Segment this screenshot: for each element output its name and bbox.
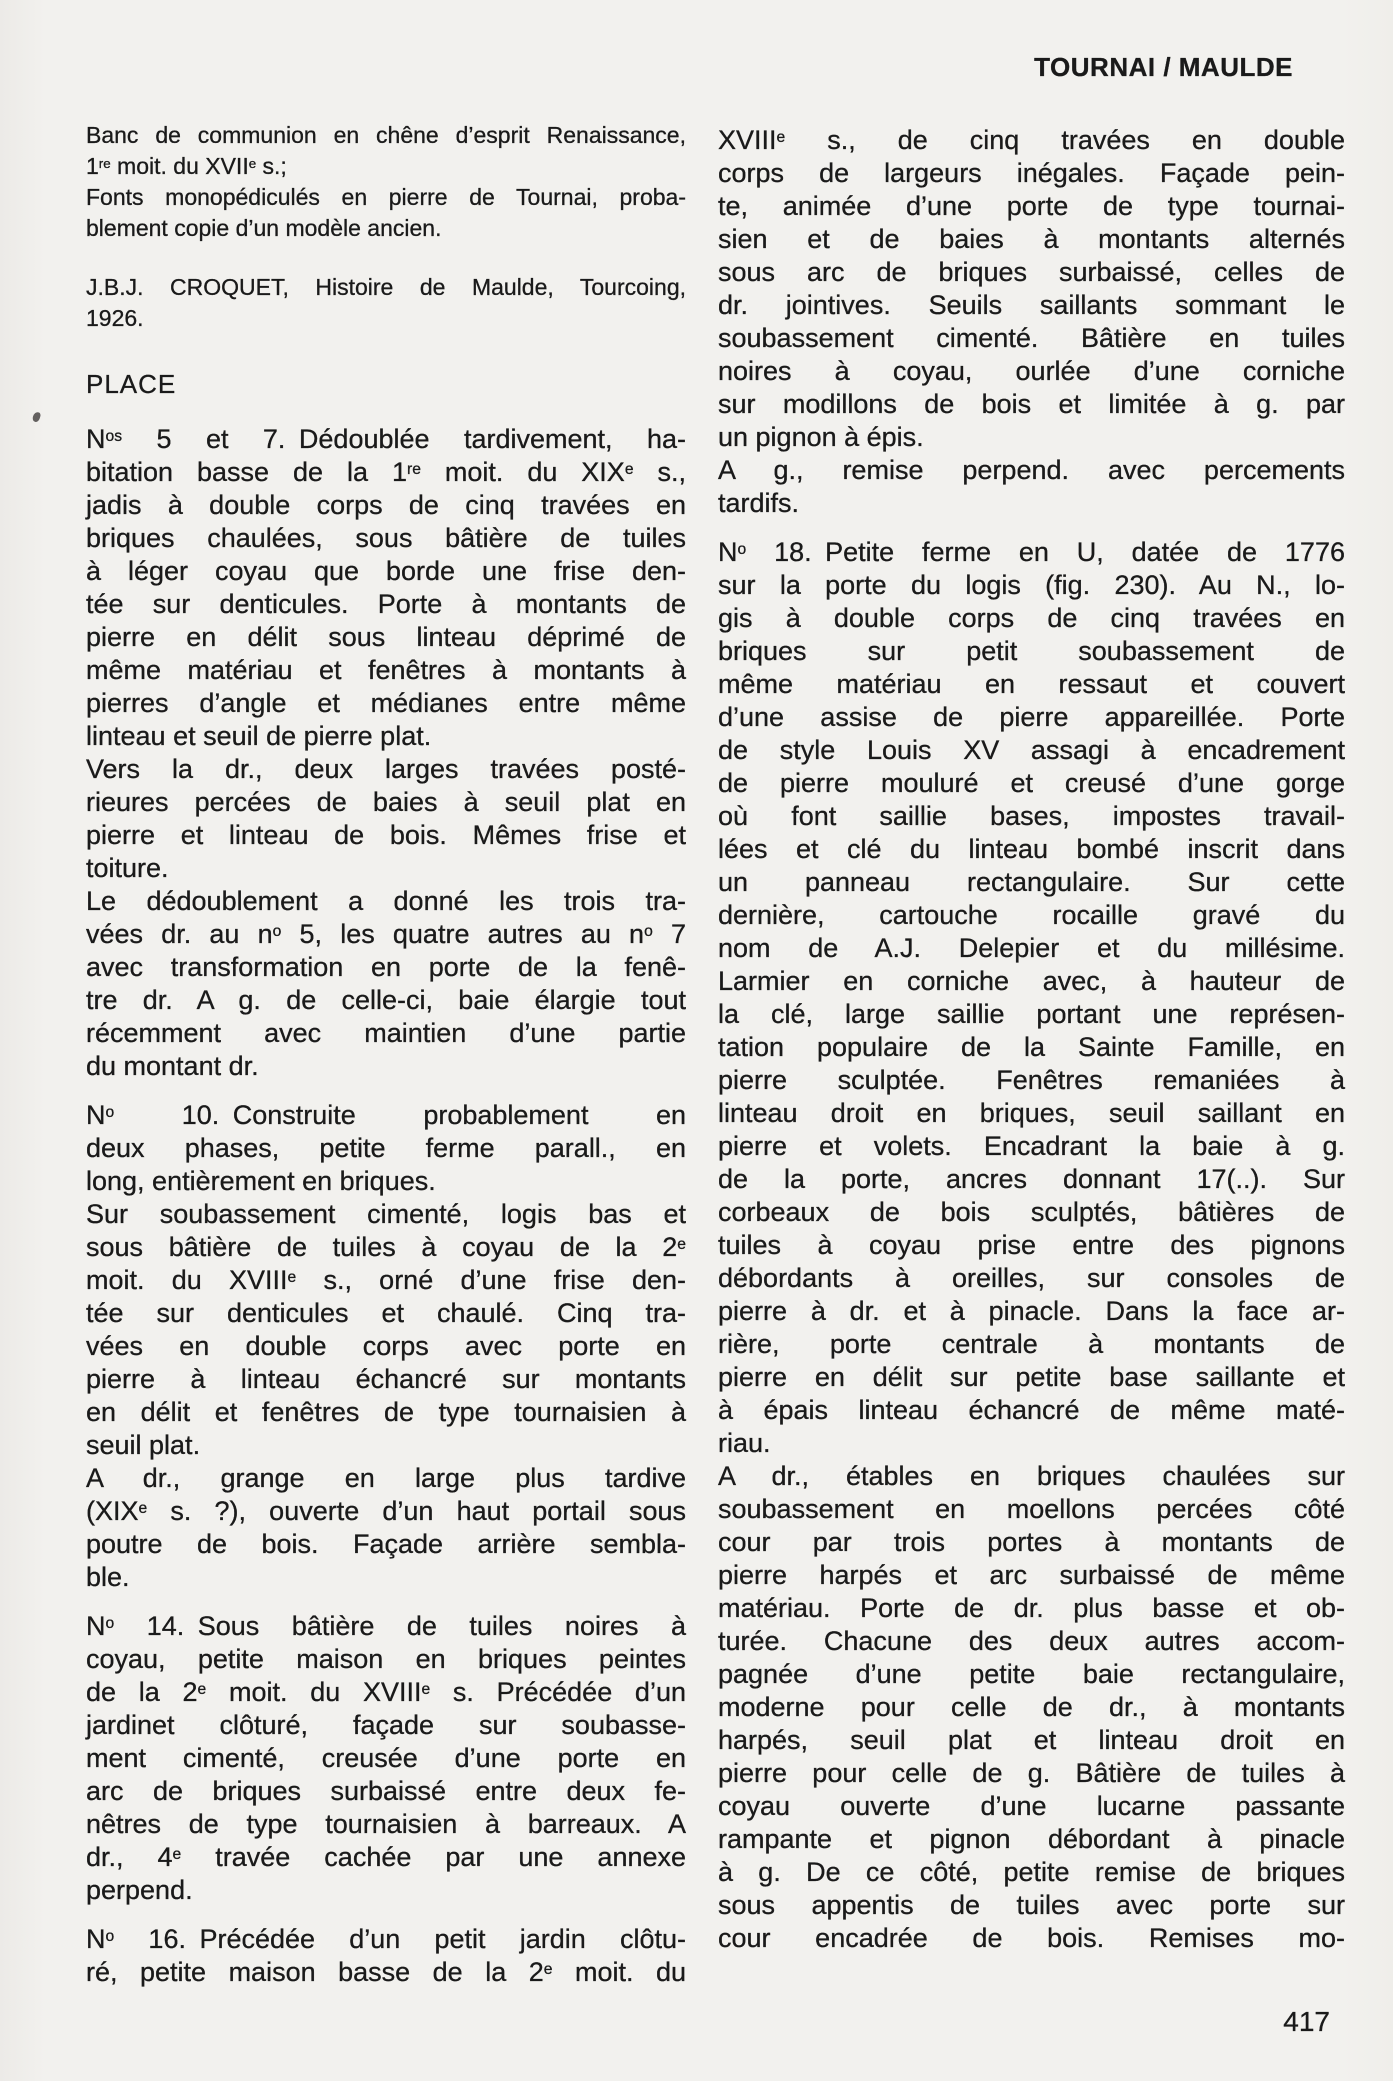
running-header: TOURNAI / MAULDE <box>1034 52 1293 82</box>
text-line: turée. Chacune des deux autres accom- <box>718 1626 1345 1656</box>
text-line: corps de largeurs inégales. Façade pein- <box>718 158 1345 188</box>
page-number: 417 <box>1283 2006 1330 2037</box>
text-line: A dr., grange en large plus tardive <box>86 1463 686 1493</box>
text-line: vées dr. au $n^o$ 5, les quatre autres au $n^o$ 7 <box>86 919 686 949</box>
section-heading <box>86 368 686 401</box>
text-line: XVIIIe s., de cinq travées en double <box>718 125 1345 155</box>
text-line: tée sur denticules et chaulé. Cinq tra- <box>86 1298 686 1328</box>
text-line: lées et clé du linteau bombé inscrit dans <box>718 834 1345 864</box>
text-line: pagnée d’une petite baie rectangulaire, <box>718 1659 1345 1689</box>
text-line: toiture. <box>86 853 169 883</box>
text-line: sous appentis de tuiles avec porte sur <box>718 1890 1345 1920</box>
text-line: tardifs. <box>718 488 800 518</box>
text-line: soubassement en moellons percées côté <box>718 1494 1345 1524</box>
text-line: Le dédoublement a donné les trois tra- <box>86 886 686 916</box>
text-line: long, entièrement en briques. <box>86 1166 436 1196</box>
text-line: A g., remise perpend. avec percements <box>718 455 1345 485</box>
text-line: ble. <box>86 1562 130 1592</box>
text-line: même matériau en ressaut et couvert <box>718 669 1345 699</box>
text-line: pierre harpés et arc surbaissé de même <box>718 1560 1345 1590</box>
text-line: pierre pour celle de g. Bâtière de tuiles à <box>718 1758 1345 1788</box>
text-line: PLACE <box>86 369 177 399</box>
paragraph <box>86 1610 686 1907</box>
text-line: deux phases, petite ferme parall., en <box>86 1133 686 1163</box>
text-line: jardinet clôturé, façade sur soubasse- <box>86 1710 686 1740</box>
text-line: à léger coyau que borde une frise den- <box>86 556 686 586</box>
text-line: cour encadrée de bois. Remises mo- <box>718 1923 1345 1953</box>
text-line: débordants à oreilles, sur consoles de <box>718 1263 1345 1293</box>
text-line: récemment avec maintien d’une partie <box>86 1018 686 1048</box>
text-line: rampante et pignon débordant à pinacle <box>718 1824 1345 1854</box>
text-line: pierre sculptée. Fenêtres remaniées à <box>718 1065 1345 1095</box>
text-line: corbeaux de bois sculptés, bâtières de <box>718 1197 1345 1227</box>
text-line: Larmier en corniche avec, à hauteur de <box>718 966 1345 996</box>
text-line: coyau, petite maison en briques peintes <box>86 1644 686 1674</box>
text-line: dernière, cartouche rocaille gravé du <box>718 900 1345 930</box>
text-line: Sur soubassement cimenté, logis bas et <box>86 1199 686 1229</box>
paragraph <box>86 1099 686 1594</box>
paragraph <box>86 120 686 244</box>
text-line: en délit et fenêtres de type tournaisien à <box>86 1397 686 1427</box>
text-line: dr. jointives. Seuils saillants sommant le <box>718 290 1345 320</box>
text-line: sous bâtière de tuiles à coyau de la 2e <box>86 1232 686 1262</box>
text-line: un pignon à épis. <box>718 422 924 452</box>
text-line: $N^o$ 10. Construite probablement en <box>86 1100 686 1130</box>
text-line: linteau et seuil de pierre plat. <box>86 721 432 751</box>
text-line: où font saillie bases, impostes travail- <box>718 801 1345 831</box>
text-line: vées en double corps avec porte en <box>86 1331 686 1361</box>
text-line: à épais linteau échancré de même maté- <box>718 1395 1345 1425</box>
text-line: $N^{os}$ 5 et 7. Dédoublée tardivement, ha- <box>86 424 686 454</box>
text-line: briques sur petit soubassement de <box>718 636 1345 666</box>
text-line: du montant dr. <box>86 1051 259 1081</box>
text-line: arc de briques surbaissé entre deux fe- <box>86 1776 686 1806</box>
text-line: ment cimenté, creusée d’une porte en <box>86 1743 686 1773</box>
text-line: de style Louis XV assagi à encadrement <box>718 735 1345 765</box>
text-line: nêtres de type tournaisien à barreaux. A <box>86 1809 686 1839</box>
text-line: soubassement cimenté. Bâtière en tuiles <box>718 323 1345 353</box>
text-line: linteau droit en briques, seuil saillant en <box>718 1098 1345 1128</box>
text-line: à g. De ce côté, petite remise de briques <box>718 1857 1345 1887</box>
text-line: de la 2e moit. du XVIIIe s. Précédée d’un <box>86 1677 686 1707</box>
text-line: nom de A.J. Delepier et du millésime. <box>718 933 1345 963</box>
text-line: dr., 4e travée cachée par une annexe <box>86 1842 687 1872</box>
text-line: sur modillons de bois et limitée à g. par <box>718 389 1345 419</box>
text-line: pierre et linteau de bois. Mêmes frise et <box>86 820 686 850</box>
text-line: gis à double corps de cinq travées en <box>718 603 1345 633</box>
text-line: noires à coyau, ourlée d’une corniche <box>718 356 1345 386</box>
text-line: seuil plat. <box>86 1430 201 1460</box>
scan-speck <box>32 411 42 423</box>
text-line: pierre en délit sous linteau déprimé de <box>86 622 686 652</box>
text-line: tre dr. A g. de celle-ci, baie élargie tout <box>86 985 686 1015</box>
paragraph <box>718 536 1345 1955</box>
text-line: pierre à linteau échancré sur montants <box>86 1364 686 1394</box>
text-line: J.B.J. CROQUET, Histoire de Maulde, Tourcoing, <box>86 274 686 300</box>
text-line: la clé, large saillie portant une représen- <box>718 999 1345 1029</box>
text-line: harpés, seuil plat et linteau droit en <box>718 1725 1345 1755</box>
text-line: riau. <box>718 1428 771 1458</box>
text-line: 1926. <box>86 305 144 331</box>
text-line: A dr., étables en briques chaulées sur <box>718 1461 1345 1491</box>
text-line: sien et de baies à montants alternés <box>718 224 1345 254</box>
text-line: pierres d’angle et médianes entre même <box>86 688 686 718</box>
paragraph <box>86 272 686 334</box>
text-line: briques chaulées, sous bâtière de tuiles <box>86 523 686 553</box>
text-line: coyau ouverte d’une lucarne passante <box>718 1791 1345 1821</box>
text-line: pierre et volets. Encadrant la baie à g. <box>718 1131 1345 1161</box>
text-line: avec transformation en porte de la fenê- <box>86 952 686 982</box>
text-line: ré, petite maison basse de la 2e moit. du <box>86 1957 687 1987</box>
text-line: Fonts monopédiculés en pierre de Tournai, proba- <box>86 184 686 210</box>
paragraph <box>86 423 686 1083</box>
text-line: pierre en délit sur petite base saillante et <box>718 1362 1345 1392</box>
text-line: tation populaire de la Sainte Famille, en <box>718 1032 1345 1062</box>
text-line: de la porte, ancres donnant 17(..). Sur <box>718 1164 1345 1194</box>
text-line: de pierre mouluré et creusé d’une gorge <box>718 768 1345 798</box>
text-line: blement copie d’un modèle ancien. <box>86 215 442 241</box>
text-line: pierre à dr. et à pinacle. Dans la face ar- <box>718 1296 1345 1326</box>
text-line: 1re moit. du XVIIe s.; <box>86 153 287 179</box>
text-line: $N^o$ 16. Précédée d’un petit jardin clôtu- <box>86 1924 686 1954</box>
text-line: d’une assise de pierre appareillée. Porte <box>718 702 1345 732</box>
text-line: perpend. <box>86 1875 193 1905</box>
text-line: $N^o$ 14. Sous bâtière de tuiles noires à <box>86 1611 686 1641</box>
text-line: Banc de communion en chêne d’esprit Renaissance, <box>86 122 686 148</box>
text-line: jadis à double corps de cinq travées en <box>86 490 686 520</box>
text-line: (XIXe s. ?), ouverte d’un haut portail sous <box>86 1496 686 1526</box>
text-line: moit. du XVIIIe s., orné d’une frise den- <box>86 1265 686 1295</box>
text-line: même matériau et fenêtres à montants à <box>86 655 686 685</box>
text-line: cour par trois portes à montants de <box>718 1527 1345 1557</box>
text-line: rieures percées de baies à seuil plat en <box>86 787 686 817</box>
text-line: rière, porte centrale à montants de <box>718 1329 1345 1359</box>
paragraph <box>86 1923 686 1989</box>
text-line: sur la porte du logis (fig. 230). Au N., lo- <box>718 570 1345 600</box>
text-line: sous arc de briques surbaissé, celles de <box>718 257 1345 287</box>
text-line: matériau. Porte de dr. plus basse et ob- <box>718 1593 1345 1623</box>
text-line: poutre de bois. Façade arrière sembla- <box>86 1529 686 1559</box>
text-line: un panneau rectangulaire. Sur cette <box>718 867 1345 897</box>
text-line: tée sur denticules. Porte à montants de <box>86 589 686 619</box>
text-line: te, animée d’une porte de type tournai- <box>718 191 1345 221</box>
text-line: Vers la dr., deux larges travées posté- <box>86 754 686 784</box>
column-left <box>86 120 686 2005</box>
text-line: moderne pour celle de dr., à montants <box>718 1692 1345 1722</box>
text-line: $N^o$ 18. Petite ferme en U, datée de 1776 <box>718 537 1345 567</box>
text-line: tuiles à coyau prise entre des pignons <box>718 1230 1345 1260</box>
paragraph <box>718 124 1345 520</box>
text-line: bitation basse de la 1re moit. du XIXe s., <box>86 457 686 487</box>
column-right <box>718 124 1345 1971</box>
